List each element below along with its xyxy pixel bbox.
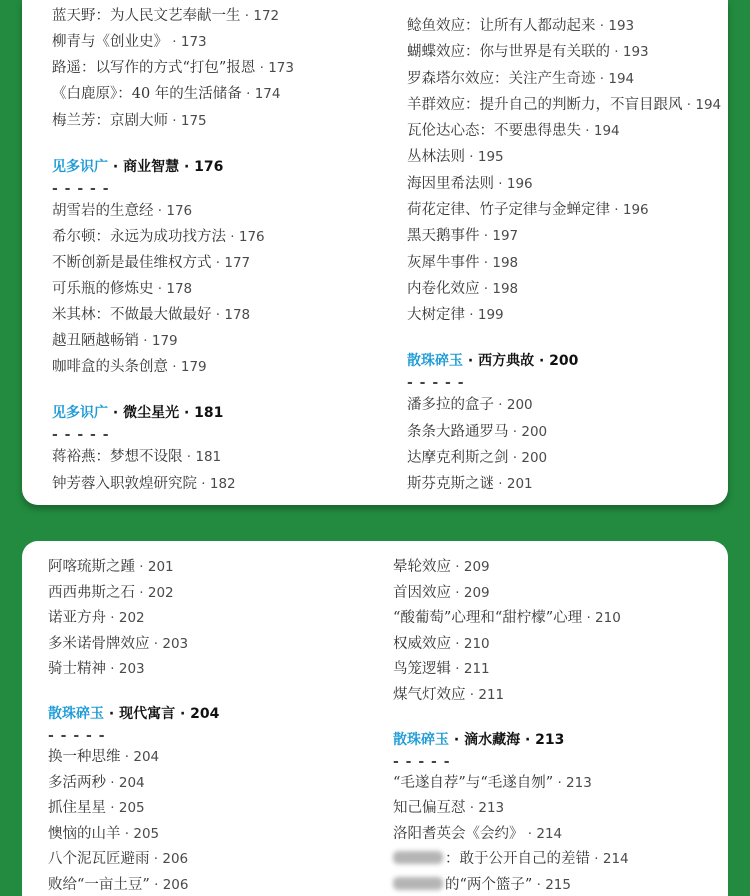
section-topic: 滴水藏海 [464, 731, 521, 748]
entry-page-number: 203 [118, 661, 145, 677]
toc-entry-list [393, 774, 629, 894]
toc-entry [393, 774, 629, 792]
separator-dot: · [465, 800, 479, 816]
entry-page-number: 204 [133, 749, 160, 765]
separator-dot: · [135, 559, 148, 575]
toc-entry [407, 396, 721, 414]
separator-dot: · [581, 123, 594, 140]
separator-dot: · [465, 307, 478, 324]
toc-section [52, 7, 294, 130]
entry-page-number: 215 [545, 876, 571, 893]
entry-title: 多米诺骨牌效应 [48, 635, 150, 652]
entry-title: 蓝天野：为人民文艺奉献一生 [52, 8, 241, 24]
toc-entry [407, 70, 721, 88]
toc-entry [48, 850, 219, 868]
separator-dot: · [182, 449, 196, 466]
toc-entry [407, 423, 721, 441]
separator-dot: · [149, 635, 163, 652]
separator-dot: · [479, 280, 493, 297]
entry-title: 大树定律 [407, 307, 465, 324]
separator-dot: · [108, 158, 124, 175]
toc-entry [48, 876, 219, 894]
entry-page-number: 173 [180, 34, 207, 51]
section-category: 散珠碎玉 [48, 706, 104, 722]
entry-page-number: 179 [151, 333, 178, 350]
section-header [48, 703, 219, 725]
entry-page-number: 205 [118, 800, 145, 816]
separator-dot: · [534, 353, 550, 370]
toc-entry [407, 17, 721, 35]
entry-page-number: 194 [608, 70, 635, 87]
separator-dot: · [451, 584, 464, 601]
entry-title: ：敢于公开自己的差错 [445, 851, 590, 867]
separator-dot: · [139, 333, 152, 350]
entry-title: 条条大路通罗马 [407, 423, 509, 440]
entry-title: 内卷化效应 [407, 280, 480, 297]
toc-entry [48, 825, 219, 843]
toc-entry [407, 122, 721, 140]
toc-column-left [48, 558, 219, 894]
toc-entry [48, 748, 219, 766]
entry-page-number: 198 [492, 280, 519, 297]
toc-entry [52, 112, 294, 130]
entry-title: 蝴蝶效应：你与世界是有关联的 [407, 44, 610, 61]
separator-dot: · [582, 610, 596, 626]
toc-section [52, 156, 294, 377]
entry-page-number: 210 [463, 635, 490, 652]
entry-page-number: 199 [477, 307, 504, 324]
section-topic: 现代寓言 [119, 706, 176, 722]
toc-entry [48, 609, 219, 627]
entry-page-number: 196 [622, 202, 649, 219]
separator-dot: · [211, 254, 225, 271]
separator-dot: · [106, 800, 119, 816]
entry-title: 灰犀牛事件 [407, 254, 480, 271]
entry-page-number: 174 [254, 86, 281, 103]
entry-page-number: 205 [133, 825, 160, 842]
entry-page-number: 213 [478, 800, 505, 816]
toc-entry [407, 96, 721, 114]
toc-entry [407, 475, 721, 493]
entry-title: 海因里希法则 [407, 175, 494, 192]
toc-entry-list [52, 448, 294, 492]
entry-page-number: 209 [463, 559, 490, 575]
separator-dot: · [106, 610, 119, 626]
entry-page-number: 211 [463, 661, 490, 677]
entry-page-number: 177 [224, 254, 251, 271]
separator-dot: · [175, 706, 191, 722]
separator-dot: · [179, 405, 195, 422]
separator-dot: · [106, 774, 119, 791]
entry-title: 骑士精神 [48, 661, 106, 677]
entry-page-number: 201 [147, 559, 174, 575]
section-page-number: 200 [549, 353, 579, 370]
entry-page-number: 176 [238, 228, 265, 245]
entry-title: 鲶鱼效应：让所有人都动起来 [407, 18, 596, 34]
entry-title: 米其林：不做最大做最好 [52, 307, 212, 324]
separator-dot: · [153, 202, 167, 219]
entry-title: “酸葡萄”心理和“甜柠檬”心理 [393, 610, 583, 626]
entry-page-number: 204 [118, 774, 145, 791]
entry-page-number: 203 [162, 635, 189, 652]
entry-title: 柳青与《创业史》 [52, 34, 168, 51]
entry-title: 达摩克利斯之剑 [407, 449, 509, 466]
entry-page-number: 201 [506, 476, 533, 493]
toc-column-left [52, 7, 294, 493]
toc-entry [393, 825, 629, 843]
separator-dot: · [451, 559, 464, 575]
toc-entry [393, 686, 629, 704]
separator-dot: · [451, 635, 464, 652]
separator-dot: · [179, 158, 195, 175]
toc-entry [407, 280, 721, 298]
entry-page-number: 194 [593, 123, 620, 140]
separator-dot: · [149, 851, 163, 867]
entry-page-number: 197 [492, 228, 519, 245]
entry-page-number: 195 [477, 149, 504, 166]
entry-page-number: 214 [602, 851, 629, 867]
toc-entry [52, 332, 294, 350]
separator-dot: · [508, 449, 522, 466]
toc-entry [48, 774, 219, 792]
dashed-divider: - - - - - [48, 728, 106, 744]
separator-dot: · [449, 731, 465, 748]
separator-dot: · [120, 749, 134, 765]
separator-dot: · [465, 149, 478, 166]
separator-dot: · [168, 359, 181, 376]
entry-title: 《白鹿原》：40 年的生活储备 [52, 86, 242, 103]
entry-title: 诺亚方舟 [48, 610, 106, 626]
separator-dot: · [120, 825, 134, 842]
redacted-text-blur [393, 851, 443, 864]
entry-title: 路遥：以写作的方式“打包”报恩 [52, 60, 256, 77]
toc-entry [52, 254, 294, 272]
entry-title: 梅兰芳：京剧大师 [52, 112, 168, 129]
entry-page-number: 200 [521, 423, 548, 440]
toc-entry [407, 306, 721, 324]
entry-page-number: 211 [478, 686, 505, 703]
toc-entry [52, 280, 294, 298]
redacted-text-blur [393, 877, 443, 890]
entry-title: 煤气灯效应 [393, 686, 466, 703]
entry-title: 咖啡盒的头条创意 [52, 359, 168, 376]
separator-dot: · [523, 825, 537, 842]
separator-dot: · [451, 661, 464, 677]
toc-card-bottom [22, 541, 728, 896]
entry-page-number: 178 [224, 307, 251, 324]
toc-section [407, 350, 721, 493]
separator-dot: · [108, 405, 124, 422]
toc-entry [52, 59, 294, 77]
separator-dot: · [106, 661, 119, 677]
entry-title: 可乐瓶的修炼史 [52, 280, 154, 297]
entry-title: 阿喀琉斯之踵 [48, 559, 135, 575]
entry-title: 罗森塔尔效应：关注产生奇迹 [407, 70, 596, 87]
separator-dot: · [240, 8, 254, 24]
section-header [407, 350, 721, 372]
entry-title: 首因效应 [393, 584, 451, 601]
entry-title: 败给“一亩土豆” [48, 876, 150, 893]
entry-title: 洛阳耆英会《会约》 [393, 825, 524, 842]
entry-page-number: 176 [166, 202, 193, 219]
separator-dot: · [479, 228, 493, 245]
toc-card-top [22, 0, 728, 505]
entry-title: 不断创新是最佳维权方式 [52, 254, 212, 271]
entry-page-number: 179 [180, 359, 207, 376]
entry-title: 换一种思维 [48, 749, 121, 765]
separator-dot: · [104, 706, 120, 722]
entry-page-number: 193 [622, 44, 649, 61]
entry-page-number: 206 [162, 876, 189, 893]
separator-dot: · [494, 476, 507, 493]
toc-entry [52, 448, 294, 466]
separator-dot: · [135, 584, 148, 601]
toc-section [48, 558, 219, 678]
separator-dot: · [494, 397, 507, 414]
toc-entry-list [48, 748, 219, 894]
entry-page-number: 206 [162, 851, 189, 867]
entry-page-number: 214 [536, 825, 563, 842]
entry-page-number: 210 [595, 610, 621, 626]
section-topic: 商业智慧 [123, 158, 180, 175]
toc-entry [393, 850, 629, 868]
toc-entry [407, 43, 721, 61]
separator-dot: · [211, 307, 225, 324]
dashed-divider: - - - - - [52, 427, 110, 444]
toc-entry [407, 254, 721, 272]
entry-title: 羊群效应：提升自己的判断力，不盲目跟风 [407, 96, 683, 113]
entry-title: 胡雪岩的生意经 [52, 202, 154, 219]
entry-page-number: 200 [521, 449, 548, 466]
dashed-divider: - - - - - [52, 180, 110, 197]
section-category: 散珠碎玉 [407, 353, 463, 370]
entry-title: 多活两秒 [48, 774, 106, 791]
entry-title: 权威效应 [393, 635, 451, 652]
separator-dot: · [682, 96, 696, 113]
entry-title: 懊恼的山羊 [48, 825, 121, 842]
entry-title: 斯芬克斯之谜 [407, 476, 494, 493]
separator-dot: · [465, 686, 479, 703]
entry-title: 晕轮效应 [393, 559, 451, 575]
toc-column-right [407, 17, 721, 493]
section-topic: 西方典故 [478, 353, 535, 370]
toc-entry-list [52, 7, 294, 130]
section-header [52, 402, 294, 424]
toc-entry [48, 635, 219, 653]
toc-entry-list [48, 558, 219, 678]
toc-entry [52, 358, 294, 376]
toc-entry [48, 584, 219, 602]
separator-dot: · [153, 280, 167, 297]
entry-page-number: 173 [268, 60, 294, 77]
separator-dot: · [610, 202, 623, 219]
toc-entry [393, 876, 629, 894]
entry-page-number: 194 [695, 96, 722, 113]
toc-entry-list [393, 558, 629, 704]
section-header [52, 156, 294, 178]
separator-dot: · [520, 731, 536, 748]
entry-page-number: 198 [492, 254, 519, 271]
separator-dot: · [149, 876, 163, 893]
separator-dot: · [553, 774, 567, 791]
entry-page-number: 178 [166, 280, 193, 297]
entry-page-number: 202 [118, 610, 145, 626]
toc-entry [52, 202, 294, 220]
section-category: 散珠碎玉 [393, 731, 449, 748]
section-page-number: 204 [190, 706, 220, 722]
toc-entry [52, 475, 294, 493]
separator-dot: · [168, 34, 181, 51]
section-topic: 微尘星光 [123, 405, 180, 422]
toc-entry [407, 148, 721, 166]
toc-entry [52, 85, 294, 103]
toc-section [48, 703, 219, 894]
toc-entry [407, 201, 721, 219]
separator-dot: · [168, 112, 181, 129]
toc-column-right [393, 558, 629, 894]
section-page-number: 176 [194, 158, 224, 175]
entry-title: 潘多拉的盒子 [407, 397, 494, 414]
toc-entry [393, 660, 629, 678]
toc-entry-list [407, 396, 721, 493]
toc-entry [393, 609, 629, 627]
section-page-number: 181 [194, 405, 224, 422]
entry-page-number: 200 [506, 397, 533, 414]
toc-entry [52, 228, 294, 246]
entry-title: 越丑陋越畅销 [52, 333, 139, 350]
toc-entry [407, 227, 721, 245]
toc-entry [407, 449, 721, 467]
toc-entry-list [407, 17, 721, 324]
entry-title: 八个泥瓦匠避雨 [48, 851, 150, 867]
entry-title: 抓住星星 [48, 800, 106, 816]
separator-dot: · [255, 60, 269, 77]
entry-title: 蒋裕燕：梦想不设限 [52, 449, 183, 466]
entry-title: 瓦伦达心态：不要患得患失 [407, 123, 581, 140]
separator-dot: · [532, 876, 546, 893]
separator-dot: · [590, 851, 603, 867]
entry-title: 丛林法则 [407, 149, 465, 166]
toc-entry [48, 660, 219, 678]
toc-entry [48, 558, 219, 576]
dashed-divider: - - - - - [393, 753, 451, 770]
separator-dot: · [241, 86, 255, 103]
toc-entry [393, 635, 629, 653]
entry-page-number: 202 [147, 584, 174, 601]
section-header [393, 729, 629, 751]
toc-entry [52, 306, 294, 324]
separator-dot: · [463, 353, 479, 370]
entry-page-number: 193 [608, 18, 635, 34]
entry-page-number: 172 [253, 8, 280, 24]
separator-dot: · [610, 44, 623, 61]
entry-title: 希尔顿：永远为成功找方法 [52, 228, 226, 245]
toc-section [393, 558, 629, 704]
toc-entry [393, 558, 629, 576]
entry-page-number: 181 [195, 449, 222, 466]
entry-title: 西西弗斯之石 [48, 584, 135, 601]
entry-title: 黑天鹅事件 [407, 228, 480, 245]
toc-entry [52, 7, 294, 25]
section-category: 见多识广 [52, 405, 108, 422]
separator-dot: · [494, 175, 507, 192]
separator-dot: · [197, 475, 210, 492]
toc-entry [52, 33, 294, 51]
toc-entry [393, 584, 629, 602]
toc-section [393, 729, 629, 894]
entry-title: 鸟笼逻辑 [393, 661, 451, 677]
entry-title: “毛遂自荐”与“毛遂自刎” [393, 774, 554, 791]
separator-dot: · [595, 70, 609, 87]
toc-section [407, 17, 721, 324]
separator-dot: · [595, 18, 609, 34]
toc-entry-list [52, 202, 294, 377]
toc-entry [393, 799, 629, 817]
entry-page-number: 196 [506, 175, 533, 192]
entry-page-number: 182 [209, 475, 236, 492]
toc-entry [48, 799, 219, 817]
section-category: 见多识广 [52, 158, 108, 175]
entry-page-number: 175 [180, 112, 207, 129]
section-page-number: 213 [535, 731, 565, 748]
entry-title: 钟芳蓉入职敦煌研究院 [52, 475, 197, 492]
toc-entry [407, 175, 721, 193]
entry-title: 荷花定律、竹子定律与金蝉定律 [407, 202, 610, 219]
separator-dot: · [226, 228, 239, 245]
separator-dot: · [508, 423, 522, 440]
entry-page-number: 209 [463, 584, 490, 601]
entry-title: 知己偏互怼 [393, 800, 466, 816]
entry-title: 的“两个篮子” [445, 876, 533, 893]
toc-section [52, 402, 294, 492]
dashed-divider: - - - - - [407, 375, 465, 392]
separator-dot: · [479, 254, 493, 271]
entry-page-number: 213 [566, 774, 592, 791]
